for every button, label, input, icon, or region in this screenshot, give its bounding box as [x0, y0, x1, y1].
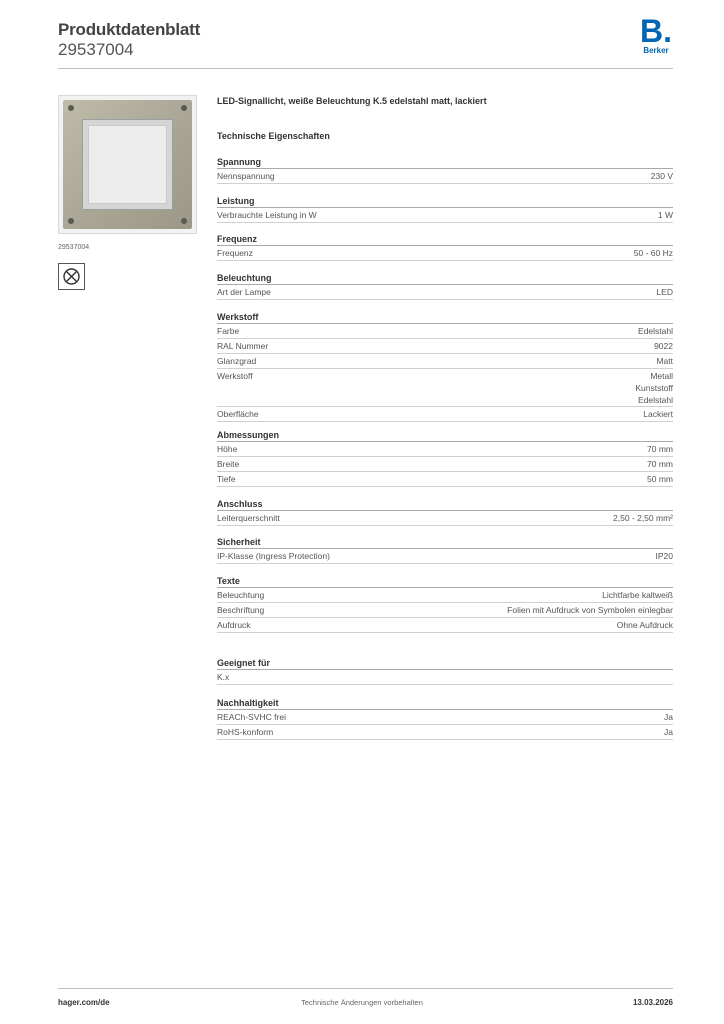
property-row: [217, 339, 673, 354]
footer-date: 13.03.2026: [632, 998, 673, 1007]
section-heading: Nachhaltigkeit: [217, 697, 673, 710]
property-value: 70 mm: [647, 459, 673, 469]
property-row: [217, 354, 673, 369]
section-heading: Leistung: [217, 195, 673, 208]
logo-letter: B: [640, 13, 664, 49]
property-row: [217, 407, 673, 422]
property-label: Verbrauchte Leistung in W: [217, 210, 317, 220]
property-label: Höhe: [217, 444, 238, 454]
screw-icon: [68, 105, 74, 111]
property-label: Breite: [217, 459, 240, 469]
property-row: [217, 442, 673, 457]
signal-light-insert: [82, 119, 173, 210]
property-label: Nennspannung: [217, 171, 275, 181]
property-row: [217, 246, 673, 261]
property-label: Werkstoff: [217, 371, 253, 381]
property-row: [217, 369, 673, 407]
property-section: [217, 536, 673, 564]
footer-disclaimer: Technische Änderungen vorbehalten: [301, 998, 423, 1007]
property-row: [217, 511, 673, 526]
property-section: [217, 498, 673, 526]
property-label: Art der Lampe: [217, 287, 271, 297]
property-value: [635, 369, 673, 406]
property-section: [217, 697, 673, 740]
property-label: Beleuchtung: [217, 590, 265, 600]
property-row: [217, 725, 673, 740]
property-value-line: Metall: [650, 371, 673, 381]
section-heading: Anschluss: [217, 498, 673, 511]
property-row: [217, 324, 673, 339]
property-value: LED: [656, 287, 673, 297]
property-value: 50 - 60 Hz: [633, 248, 673, 258]
property-row: [217, 457, 673, 472]
property-row: [217, 169, 673, 184]
property-row: [217, 670, 673, 685]
section-heading: Geeignet für: [217, 657, 673, 670]
section-heading: Beleuchtung: [217, 272, 673, 285]
property-row: [217, 710, 673, 725]
screw-icon: [181, 218, 187, 224]
property-value: Ohne Aufdruck: [616, 620, 673, 630]
header-divider: [58, 68, 673, 69]
section-heading: Spannung: [217, 156, 673, 169]
berker-logo: [639, 13, 673, 56]
footer-divider: [58, 988, 673, 989]
section-heading: Abmessungen: [217, 429, 673, 442]
property-label: Beschriftung: [217, 605, 265, 615]
property-section: [217, 429, 673, 487]
property-value: Lichtfarbe kaltweiß: [602, 590, 673, 600]
property-section: [217, 195, 673, 223]
switch-frame: [63, 100, 192, 229]
section-heading: Texte: [217, 575, 673, 588]
property-label: RAL Nummer: [217, 341, 269, 351]
product-image: [58, 95, 197, 234]
property-row: [217, 285, 673, 300]
property-label: Oberfläche: [217, 409, 259, 419]
property-label: K.x: [217, 672, 230, 682]
property-value: Ja: [664, 712, 673, 722]
property-value: 230 V: [650, 171, 673, 181]
property-value: Ja: [664, 727, 673, 737]
property-label: Glanzgrad: [217, 356, 257, 366]
property-section: [217, 311, 673, 422]
property-value: Lackiert: [643, 409, 673, 419]
section-heading: Frequenz: [217, 233, 673, 246]
property-label: Farbe: [217, 326, 240, 336]
screw-icon: [68, 218, 74, 224]
property-row: [217, 618, 673, 633]
logo-name: Berker: [643, 46, 669, 55]
property-value: 50 mm: [647, 474, 673, 484]
property-value: Edelstahl: [638, 326, 673, 336]
property-label: Leiterquerschnitt: [217, 513, 280, 523]
properties-heading: Technische Eigenschaften: [217, 131, 330, 141]
property-value: 2,50 - 2,50 mm²: [613, 513, 673, 523]
article-number: 29537004: [58, 40, 134, 59]
property-value: Folien mit Aufdruck von Symbolen einlegbar: [507, 605, 673, 615]
property-section: [217, 156, 673, 184]
lamp-symbol-icon: [58, 263, 85, 290]
property-label: Tiefe: [217, 474, 236, 484]
property-label: REACh-SVHC frei: [217, 712, 286, 722]
property-value: 1 W: [657, 210, 673, 220]
property-row: [217, 208, 673, 223]
page-header: [58, 13, 673, 70]
property-value-line: Edelstahl: [638, 395, 673, 405]
property-section: [217, 233, 673, 261]
property-label: IP-Klasse (Ingress Protection): [217, 551, 330, 561]
property-value: 70 mm: [647, 444, 673, 454]
footer-website: hager.com/de: [58, 998, 110, 1007]
image-caption: 29537004: [58, 244, 90, 251]
property-label: RoHS-konform: [217, 727, 274, 737]
property-section: [217, 272, 673, 300]
property-label: Frequenz: [217, 248, 253, 258]
section-heading: Sicherheit: [217, 536, 673, 549]
property-section: [217, 657, 673, 685]
property-value: 9022: [654, 341, 673, 351]
property-row: [217, 549, 673, 564]
property-row: [217, 588, 673, 603]
section-heading: Werkstoff: [217, 311, 673, 324]
product-title: LED-Signallicht, weiße Beleuchtung K.5 edelstahl matt, lackiert: [217, 96, 487, 106]
property-row: [217, 472, 673, 487]
property-row: [217, 603, 673, 618]
screw-icon: [181, 105, 187, 111]
property-value: IP20: [655, 551, 673, 561]
property-section: [217, 575, 673, 633]
logo-dot: .: [663, 13, 672, 49]
document-title: Produktdatenblatt: [58, 20, 201, 39]
property-value: Matt: [656, 356, 673, 366]
property-value-line: Kunststoff: [635, 383, 673, 393]
property-label: Aufdruck: [217, 620, 251, 630]
light-lens: [88, 125, 167, 204]
